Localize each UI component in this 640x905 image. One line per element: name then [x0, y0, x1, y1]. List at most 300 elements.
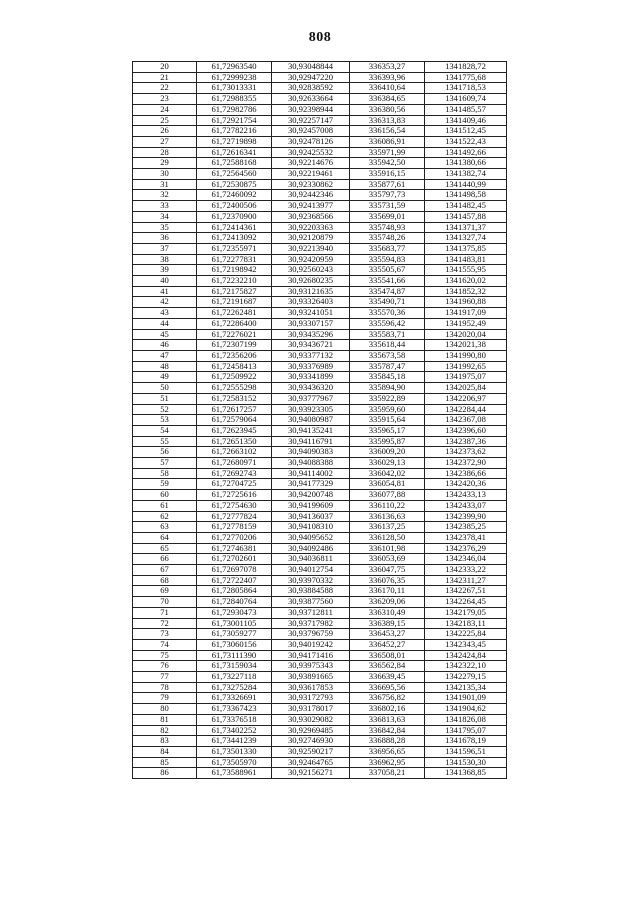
y-coordinate-cell: 1341718,53	[425, 83, 507, 94]
x-coordinate-cell: 336170,11	[350, 586, 425, 597]
y-coordinate-cell: 1341485,57	[425, 104, 507, 115]
y-coordinate-cell: 1341828,72	[425, 62, 507, 73]
y-coordinate-cell: 1342396,60	[425, 425, 507, 436]
point-number-cell: 66	[133, 554, 197, 565]
x-coordinate-cell: 335877,61	[350, 179, 425, 190]
longitude-cell: 30,93178017	[272, 704, 350, 715]
table-row	[133, 276, 507, 287]
table-row	[133, 607, 507, 618]
x-coordinate-cell: 335748,93	[350, 222, 425, 233]
latitude-cell: 61,72232210	[197, 276, 272, 287]
point-number-cell: 45	[133, 329, 197, 340]
page-number: 808	[308, 30, 332, 45]
x-coordinate-cell: 336128,50	[350, 532, 425, 543]
table-row	[133, 736, 507, 747]
latitude-cell: 61,72930473	[197, 607, 272, 618]
point-number-cell: 75	[133, 650, 197, 661]
point-number-cell: 28	[133, 147, 197, 158]
point-number-cell: 61	[133, 500, 197, 511]
x-coordinate-cell: 336310,49	[350, 607, 425, 618]
y-coordinate-cell: 1341775,68	[425, 72, 507, 83]
longitude-cell: 30,92633664	[272, 94, 350, 105]
table-row	[133, 190, 507, 201]
table-row	[133, 286, 507, 297]
point-number-cell: 76	[133, 661, 197, 672]
latitude-cell: 61,73060156	[197, 639, 272, 650]
longitude-cell: 30,94177329	[272, 479, 350, 490]
coordinates-table	[132, 61, 507, 779]
table-row	[133, 126, 507, 137]
x-coordinate-cell: 336695,56	[350, 682, 425, 693]
x-coordinate-cell: 336137,25	[350, 522, 425, 533]
table-row	[133, 233, 507, 244]
y-coordinate-cell: 1342386,66	[425, 468, 507, 479]
point-number-cell: 22	[133, 83, 197, 94]
point-number-cell: 34	[133, 211, 197, 222]
x-coordinate-cell: 335490,71	[350, 297, 425, 308]
table-row	[133, 554, 507, 565]
longitude-cell: 30,93341899	[272, 372, 350, 383]
latitude-cell: 61,72458413	[197, 361, 272, 372]
longitude-cell: 30,94114002	[272, 468, 350, 479]
point-number-cell: 86	[133, 768, 197, 779]
point-number-cell: 54	[133, 425, 197, 436]
longitude-cell: 30,93048844	[272, 62, 350, 73]
point-number-cell: 35	[133, 222, 197, 233]
table-row	[133, 586, 507, 597]
latitude-cell: 61,72988355	[197, 94, 272, 105]
longitude-cell: 30,94116791	[272, 436, 350, 447]
latitude-cell: 61,72530875	[197, 179, 272, 190]
latitude-cell: 61,72702601	[197, 554, 272, 565]
y-coordinate-cell: 1342311,27	[425, 575, 507, 586]
latitude-cell: 61,72564560	[197, 169, 272, 180]
table-row	[133, 522, 507, 533]
latitude-cell: 61,72356206	[197, 350, 272, 361]
latitude-cell: 61,72400506	[197, 201, 272, 212]
longitude-cell: 30,93975343	[272, 661, 350, 672]
longitude-cell: 30,92398944	[272, 104, 350, 115]
y-coordinate-cell: 1341952,49	[425, 318, 507, 329]
x-coordinate-cell: 336353,27	[350, 62, 425, 73]
x-coordinate-cell: 335959,60	[350, 404, 425, 415]
y-coordinate-cell: 1341498,58	[425, 190, 507, 201]
latitude-cell: 61,72617257	[197, 404, 272, 415]
point-number-cell: 70	[133, 597, 197, 608]
latitude-cell: 61,72509922	[197, 372, 272, 383]
longitude-cell: 30,92457008	[272, 126, 350, 137]
x-coordinate-cell: 336009,20	[350, 447, 425, 458]
table-row	[133, 725, 507, 736]
table-row	[133, 104, 507, 115]
table-row	[133, 115, 507, 126]
point-number-cell: 50	[133, 383, 197, 394]
point-number-cell: 62	[133, 511, 197, 522]
point-number-cell: 21	[133, 72, 197, 83]
latitude-cell: 61,72805864	[197, 586, 272, 597]
y-coordinate-cell: 1341795,07	[425, 725, 507, 736]
x-coordinate-cell: 335731,59	[350, 201, 425, 212]
table-row	[133, 372, 507, 383]
y-coordinate-cell: 1342372,90	[425, 458, 507, 469]
longitude-cell: 30,93923305	[272, 404, 350, 415]
latitude-cell: 61,72579064	[197, 415, 272, 426]
y-coordinate-cell: 1341482,45	[425, 201, 507, 212]
latitude-cell: 61,73501330	[197, 747, 272, 758]
x-coordinate-cell: 335594,83	[350, 254, 425, 265]
x-coordinate-cell: 337058,21	[350, 768, 425, 779]
longitude-cell: 30,92442346	[272, 190, 350, 201]
y-coordinate-cell: 1341852,32	[425, 286, 507, 297]
latitude-cell: 61,73111390	[197, 650, 272, 661]
table-row	[133, 543, 507, 554]
x-coordinate-cell: 336393,96	[350, 72, 425, 83]
table-row	[133, 500, 507, 511]
table-row	[133, 243, 507, 254]
point-number-cell: 80	[133, 704, 197, 715]
y-coordinate-cell: 1342343,45	[425, 639, 507, 650]
point-number-cell: 32	[133, 190, 197, 201]
point-number-cell: 23	[133, 94, 197, 105]
longitude-cell: 30,94090383	[272, 447, 350, 458]
y-coordinate-cell: 1342346,04	[425, 554, 507, 565]
longitude-cell: 30,93121635	[272, 286, 350, 297]
table-row	[133, 83, 507, 94]
point-number-cell: 26	[133, 126, 197, 137]
latitude-cell: 61,72725616	[197, 490, 272, 501]
longitude-cell: 30,94200748	[272, 490, 350, 501]
point-number-cell: 43	[133, 308, 197, 319]
y-coordinate-cell: 1341975,07	[425, 372, 507, 383]
x-coordinate-cell: 336029,13	[350, 458, 425, 469]
latitude-cell: 61,72663102	[197, 447, 272, 458]
point-number-cell: 49	[133, 372, 197, 383]
x-coordinate-cell: 335583,71	[350, 329, 425, 340]
table-row	[133, 629, 507, 640]
point-number-cell: 36	[133, 233, 197, 244]
y-coordinate-cell: 1342183,11	[425, 618, 507, 629]
y-coordinate-cell: 1341678,19	[425, 736, 507, 747]
y-coordinate-cell: 1341522,43	[425, 136, 507, 147]
x-coordinate-cell: 336508,01	[350, 650, 425, 661]
x-coordinate-cell: 336384,65	[350, 94, 425, 105]
longitude-cell: 30,94080987	[272, 415, 350, 426]
x-coordinate-cell: 336389,15	[350, 618, 425, 629]
latitude-cell: 61,72175827	[197, 286, 272, 297]
point-number-cell: 51	[133, 393, 197, 404]
x-coordinate-cell: 336156,54	[350, 126, 425, 137]
latitude-cell: 61,73376518	[197, 714, 272, 725]
latitude-cell: 61,72414361	[197, 222, 272, 233]
y-coordinate-cell: 1341904,62	[425, 704, 507, 715]
point-number-cell: 64	[133, 532, 197, 543]
latitude-cell: 61,73441239	[197, 736, 272, 747]
point-number-cell: 31	[133, 179, 197, 190]
x-coordinate-cell: 336042,02	[350, 468, 425, 479]
longitude-cell: 30,93436320	[272, 383, 350, 394]
point-number-cell: 40	[133, 276, 197, 287]
table-row	[133, 318, 507, 329]
latitude-cell: 61,73059277	[197, 629, 272, 640]
x-coordinate-cell: 335894,90	[350, 383, 425, 394]
point-number-cell: 20	[133, 62, 197, 73]
point-number-cell: 73	[133, 629, 197, 640]
table-row	[133, 169, 507, 180]
table-row	[133, 511, 507, 522]
longitude-cell: 30,93891665	[272, 672, 350, 683]
y-coordinate-cell: 1342367,08	[425, 415, 507, 426]
latitude-cell: 61,72697078	[197, 565, 272, 576]
table-row	[133, 179, 507, 190]
table-row	[133, 672, 507, 683]
x-coordinate-cell: 336802,16	[350, 704, 425, 715]
y-coordinate-cell: 1342284,44	[425, 404, 507, 415]
longitude-cell: 30,93436721	[272, 340, 350, 351]
x-coordinate-cell: 335683,77	[350, 243, 425, 254]
x-coordinate-cell: 335570,36	[350, 308, 425, 319]
table-row	[133, 136, 507, 147]
table-row	[133, 72, 507, 83]
point-number-cell: 33	[133, 201, 197, 212]
latitude-cell: 61,72583152	[197, 393, 272, 404]
latitude-cell: 61,72719898	[197, 136, 272, 147]
table-row	[133, 297, 507, 308]
point-number-cell: 42	[133, 297, 197, 308]
point-number-cell: 58	[133, 468, 197, 479]
table-row	[133, 650, 507, 661]
y-coordinate-cell: 1342179,05	[425, 607, 507, 618]
y-coordinate-cell: 1342387,36	[425, 436, 507, 447]
longitude-cell: 30,93796759	[272, 629, 350, 640]
longitude-cell: 30,93884588	[272, 586, 350, 597]
y-coordinate-cell: 1341530,30	[425, 757, 507, 768]
point-number-cell: 48	[133, 361, 197, 372]
latitude-cell: 61,73588961	[197, 768, 272, 779]
latitude-cell: 61,72651350	[197, 436, 272, 447]
latitude-cell: 61,72963540	[197, 62, 272, 73]
x-coordinate-cell: 336453,27	[350, 629, 425, 640]
longitude-cell: 30,92680235	[272, 276, 350, 287]
latitude-cell: 61,73367423	[197, 704, 272, 715]
y-coordinate-cell: 1342020,04	[425, 329, 507, 340]
longitude-cell: 30,92120879	[272, 233, 350, 244]
longitude-cell: 30,92464765	[272, 757, 350, 768]
table-row	[133, 383, 507, 394]
longitude-cell: 30,94108310	[272, 522, 350, 533]
x-coordinate-cell: 335995,87	[350, 436, 425, 447]
y-coordinate-cell: 1342378,41	[425, 532, 507, 543]
longitude-cell: 30,93617853	[272, 682, 350, 693]
x-coordinate-cell: 335787,47	[350, 361, 425, 372]
x-coordinate-cell: 336053,69	[350, 554, 425, 565]
longitude-cell: 30,92838592	[272, 83, 350, 94]
latitude-cell: 61,72982786	[197, 104, 272, 115]
longitude-cell: 30,94012754	[272, 565, 350, 576]
longitude-cell: 30,93241051	[272, 308, 350, 319]
x-coordinate-cell: 336888,28	[350, 736, 425, 747]
longitude-cell: 30,93029082	[272, 714, 350, 725]
point-number-cell: 68	[133, 575, 197, 586]
point-number-cell: 60	[133, 490, 197, 501]
y-coordinate-cell: 1341492,66	[425, 147, 507, 158]
table-row	[133, 158, 507, 169]
x-coordinate-cell: 336756,82	[350, 693, 425, 704]
latitude-cell: 61,72277831	[197, 254, 272, 265]
x-coordinate-cell: 336639,45	[350, 672, 425, 683]
y-coordinate-cell: 1341596,51	[425, 747, 507, 758]
longitude-cell: 30,92478126	[272, 136, 350, 147]
x-coordinate-cell: 335673,58	[350, 350, 425, 361]
y-coordinate-cell: 1342399,90	[425, 511, 507, 522]
table-row	[133, 436, 507, 447]
longitude-cell: 30,94171416	[272, 650, 350, 661]
latitude-cell: 61,72262481	[197, 308, 272, 319]
point-number-cell: 44	[133, 318, 197, 329]
x-coordinate-cell: 336380,56	[350, 104, 425, 115]
latitude-cell: 61,72778159	[197, 522, 272, 533]
point-number-cell: 72	[133, 618, 197, 629]
y-coordinate-cell: 1342433,13	[425, 490, 507, 501]
x-coordinate-cell: 336962,95	[350, 757, 425, 768]
point-number-cell: 24	[133, 104, 197, 115]
x-coordinate-cell: 336101,98	[350, 543, 425, 554]
latitude-cell: 61,73013331	[197, 83, 272, 94]
y-coordinate-cell: 1341457,88	[425, 211, 507, 222]
longitude-cell: 30,93777967	[272, 393, 350, 404]
latitude-cell: 61,72555298	[197, 383, 272, 394]
x-coordinate-cell: 335541,66	[350, 276, 425, 287]
longitude-cell: 30,94088388	[272, 458, 350, 469]
latitude-cell: 61,72370900	[197, 211, 272, 222]
longitude-cell: 30,94019242	[272, 639, 350, 650]
x-coordinate-cell: 336452,27	[350, 639, 425, 650]
y-coordinate-cell: 1342333,22	[425, 565, 507, 576]
table-row	[133, 565, 507, 576]
latitude-cell: 61,72588168	[197, 158, 272, 169]
point-number-cell: 27	[133, 136, 197, 147]
y-coordinate-cell: 1342424,84	[425, 650, 507, 661]
x-coordinate-cell: 335942,50	[350, 158, 425, 169]
y-coordinate-cell: 1342322,10	[425, 661, 507, 672]
longitude-cell: 30,92560243	[272, 265, 350, 276]
point-number-cell: 29	[133, 158, 197, 169]
point-number-cell: 30	[133, 169, 197, 180]
point-number-cell: 53	[133, 415, 197, 426]
latitude-cell: 61,72704725	[197, 479, 272, 490]
y-coordinate-cell: 1342279,15	[425, 672, 507, 683]
latitude-cell: 61,72191687	[197, 297, 272, 308]
latitude-cell: 61,73402252	[197, 725, 272, 736]
table-row	[133, 404, 507, 415]
latitude-cell: 61,72355971	[197, 243, 272, 254]
point-number-cell: 46	[133, 340, 197, 351]
y-coordinate-cell: 1342385,25	[425, 522, 507, 533]
table-row	[133, 393, 507, 404]
table-row	[133, 425, 507, 436]
y-coordinate-cell: 1341375,85	[425, 243, 507, 254]
table-row	[133, 254, 507, 265]
x-coordinate-cell: 336313,83	[350, 115, 425, 126]
x-coordinate-cell: 336136,63	[350, 511, 425, 522]
table-row	[133, 704, 507, 715]
table-row	[133, 468, 507, 479]
y-coordinate-cell: 1341382,74	[425, 169, 507, 180]
y-coordinate-cell: 1341620,02	[425, 276, 507, 287]
longitude-cell: 30,92947220	[272, 72, 350, 83]
y-coordinate-cell: 1342376,29	[425, 543, 507, 554]
latitude-cell: 61,72276021	[197, 329, 272, 340]
y-coordinate-cell: 1342267,51	[425, 586, 507, 597]
x-coordinate-cell: 336842,84	[350, 725, 425, 736]
y-coordinate-cell: 1341371,37	[425, 222, 507, 233]
latitude-cell: 61,73159034	[197, 661, 272, 672]
x-coordinate-cell: 336956,65	[350, 747, 425, 758]
y-coordinate-cell: 1341380,66	[425, 158, 507, 169]
point-number-cell: 56	[133, 447, 197, 458]
x-coordinate-cell: 335915,64	[350, 415, 425, 426]
longitude-cell: 30,92420959	[272, 254, 350, 265]
longitude-cell: 30,93307157	[272, 318, 350, 329]
point-number-cell: 55	[133, 436, 197, 447]
latitude-cell: 61,72680971	[197, 458, 272, 469]
table-row	[133, 458, 507, 469]
table-row	[133, 639, 507, 650]
table-row	[133, 661, 507, 672]
y-coordinate-cell: 1341960,88	[425, 297, 507, 308]
longitude-cell: 30,93376989	[272, 361, 350, 372]
longitude-cell: 30,93377132	[272, 350, 350, 361]
y-coordinate-cell: 1341826,08	[425, 714, 507, 725]
table-row	[133, 211, 507, 222]
y-coordinate-cell: 1341901,09	[425, 693, 507, 704]
y-coordinate-cell: 1342420,36	[425, 479, 507, 490]
y-coordinate-cell: 1342206,97	[425, 393, 507, 404]
y-coordinate-cell: 1342135,34	[425, 682, 507, 693]
table-row	[133, 222, 507, 233]
table-row	[133, 340, 507, 351]
x-coordinate-cell: 335505,67	[350, 265, 425, 276]
latitude-cell: 61,72777824	[197, 511, 272, 522]
point-number-cell: 25	[133, 115, 197, 126]
longitude-cell: 30,92969485	[272, 725, 350, 736]
x-coordinate-cell: 336076,35	[350, 575, 425, 586]
latitude-cell: 61,72770206	[197, 532, 272, 543]
table-row	[133, 682, 507, 693]
table-row	[133, 415, 507, 426]
y-coordinate-cell: 1342264,45	[425, 597, 507, 608]
x-coordinate-cell: 336110,22	[350, 500, 425, 511]
y-coordinate-cell: 1342433,07	[425, 500, 507, 511]
longitude-cell: 30,92413977	[272, 201, 350, 212]
x-coordinate-cell: 335916,15	[350, 169, 425, 180]
latitude-cell: 61,72616341	[197, 147, 272, 158]
table-row	[133, 147, 507, 158]
point-number-cell: 47	[133, 350, 197, 361]
point-number-cell: 71	[133, 607, 197, 618]
latitude-cell: 61,72198942	[197, 265, 272, 276]
y-coordinate-cell: 1341327,74	[425, 233, 507, 244]
table-row	[133, 308, 507, 319]
y-coordinate-cell: 1341992,65	[425, 361, 507, 372]
y-coordinate-cell: 1341609,74	[425, 94, 507, 105]
y-coordinate-cell: 1341555,95	[425, 265, 507, 276]
y-coordinate-cell: 1341512,45	[425, 126, 507, 137]
x-coordinate-cell: 335922,89	[350, 393, 425, 404]
table-row	[133, 201, 507, 212]
table-row	[133, 693, 507, 704]
latitude-cell: 61,72921754	[197, 115, 272, 126]
latitude-cell: 61,73227118	[197, 672, 272, 683]
